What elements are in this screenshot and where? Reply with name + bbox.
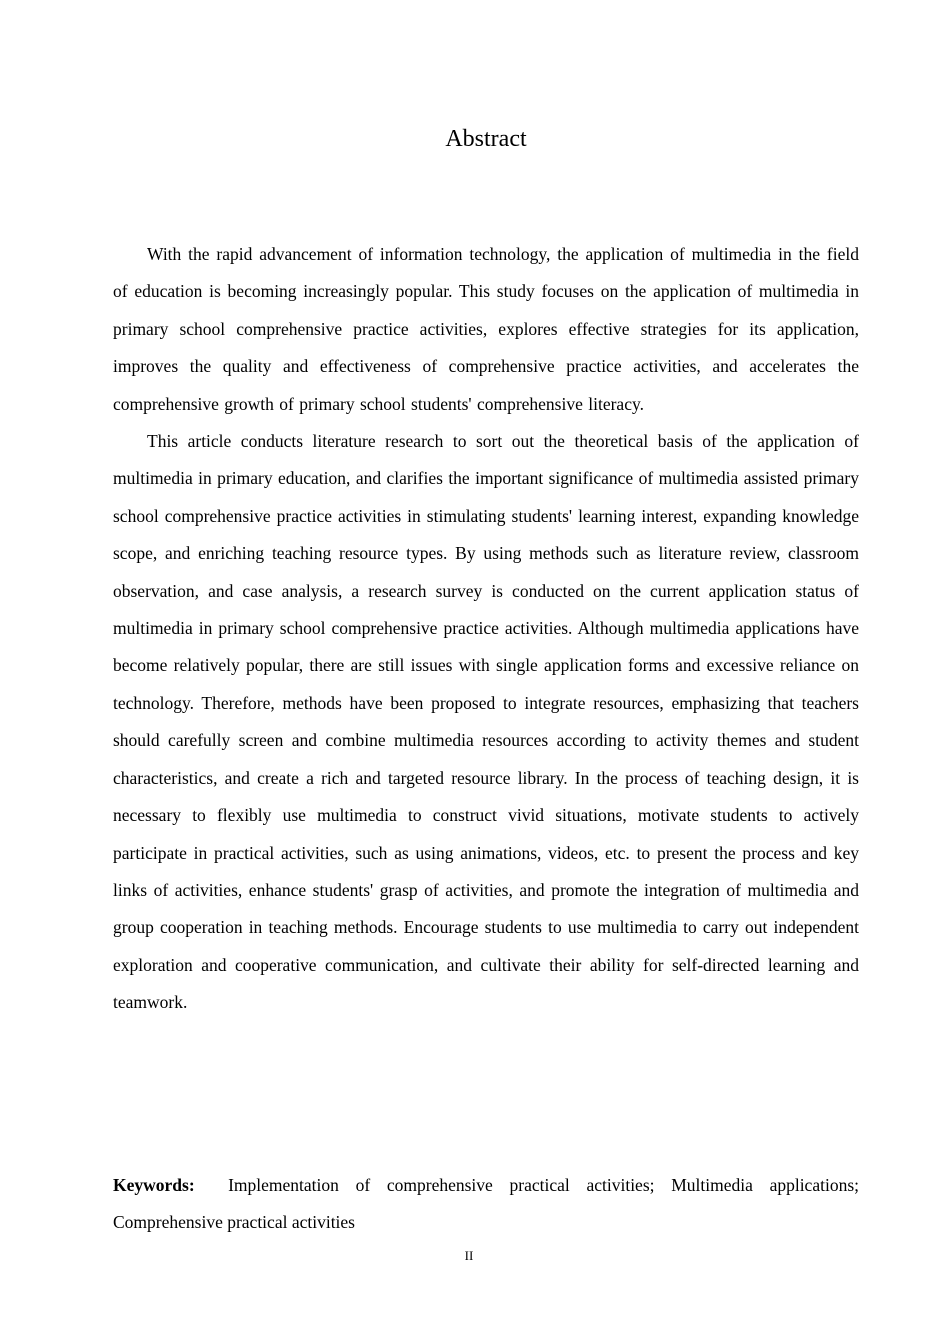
abstract-paragraph-1: With the rapid advancement of information technology, the application of multimedia in the field of education is becoming increasingly popular. This study focuses on the application of multimedia in primary school comprehensive practice activities, explores effective strategies for its application, improves the quality and effectiveness of comprehensive practice activities, and accelerates the comprehensive growth of primary school students' comprehensive literacy. — [113, 244, 859, 414]
page-number: II — [464, 1248, 474, 1263]
abstract-paragraph-2: This article conducts literature research to sort out the theoretical basis of the application of multimedia in primary education, and clarifies the important significance of multimedia assisted primary school comprehensive practice activities in stimulating students' learning interest, expanding knowledge scope, and enriching teaching resource types. By using methods such as literature review, classroom observation, and case analysis, a research survey is conducted on the current application status of multimedia in primary school comprehensive practice activities. Although multimedia applications have become relatively popular, there are still issues with single application forms and excessive reliance on technology. Therefore, methods have been proposed to integrate resources, emphasizing that teachers should carefully screen and combine multimedia resources according to activity themes and student characteristics, and create a rich and targeted resource library. In the process of teaching design, it is necessary to flexibly use multimedia to construct vivid situations, motivate students to actively participate in practical activities, such as using animations, videos, etc. to present the process and key links of activities, enhance students' grasp of activities, and promote the integration of multimedia and group cooperation in teaching methods. Encourage students to use multimedia to carry out independent exploration and cooperative communication, and cultivate their ability for self-directed learning and teamwork. — [113, 431, 859, 1013]
page-title: Abstract — [445, 126, 527, 152]
keywords-text: Implementation of comprehensive practical activities; Multimedia applications; Comprehensive practical activities — [113, 1175, 859, 1233]
keywords-label: Keywords: — [113, 1175, 195, 1195]
abstract-body — [113, 236, 859, 1022]
keywords-line — [113, 1167, 859, 1242]
